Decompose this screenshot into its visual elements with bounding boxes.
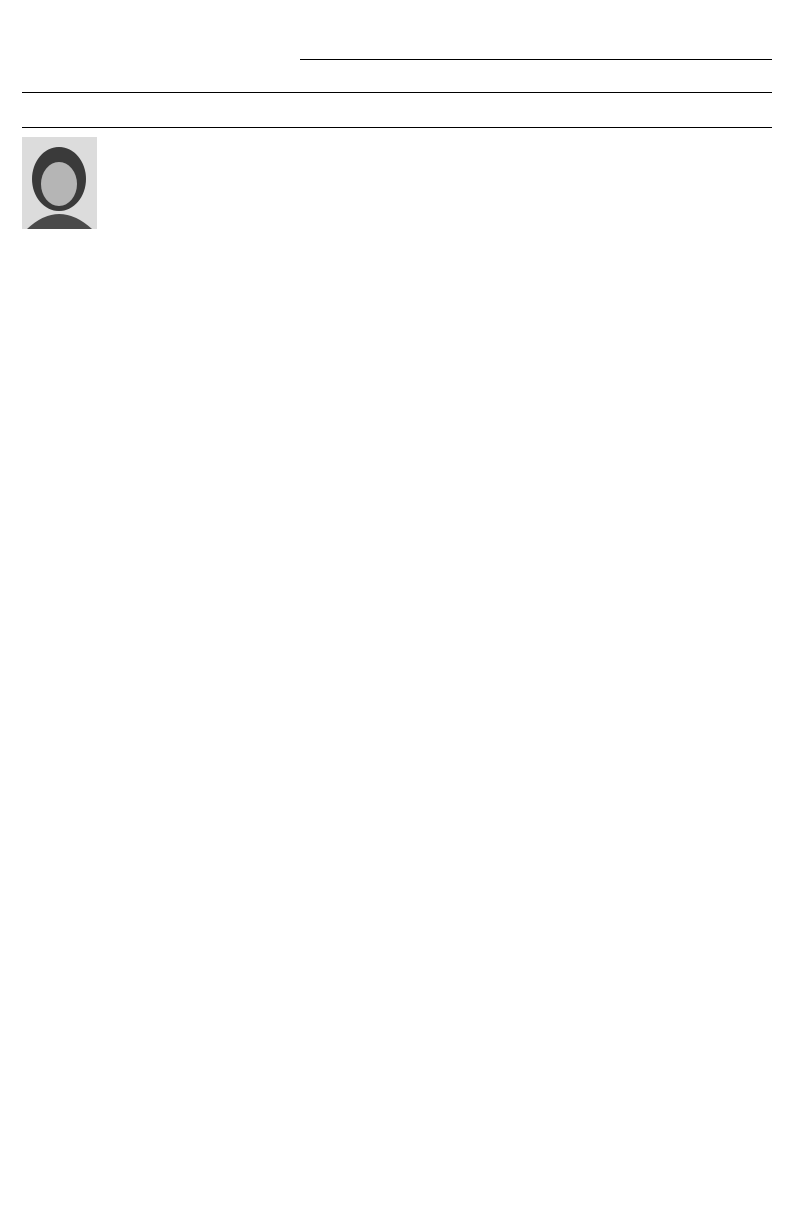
peosta-column-2 [201,137,374,777]
header-rule [300,59,772,60]
section-top-rule [22,92,772,93]
section-bottom-rule [22,127,772,128]
peosta-column-1 [22,137,195,777]
photo-wrap-spacer [22,137,118,285]
peosta-column-4 [418,137,591,777]
